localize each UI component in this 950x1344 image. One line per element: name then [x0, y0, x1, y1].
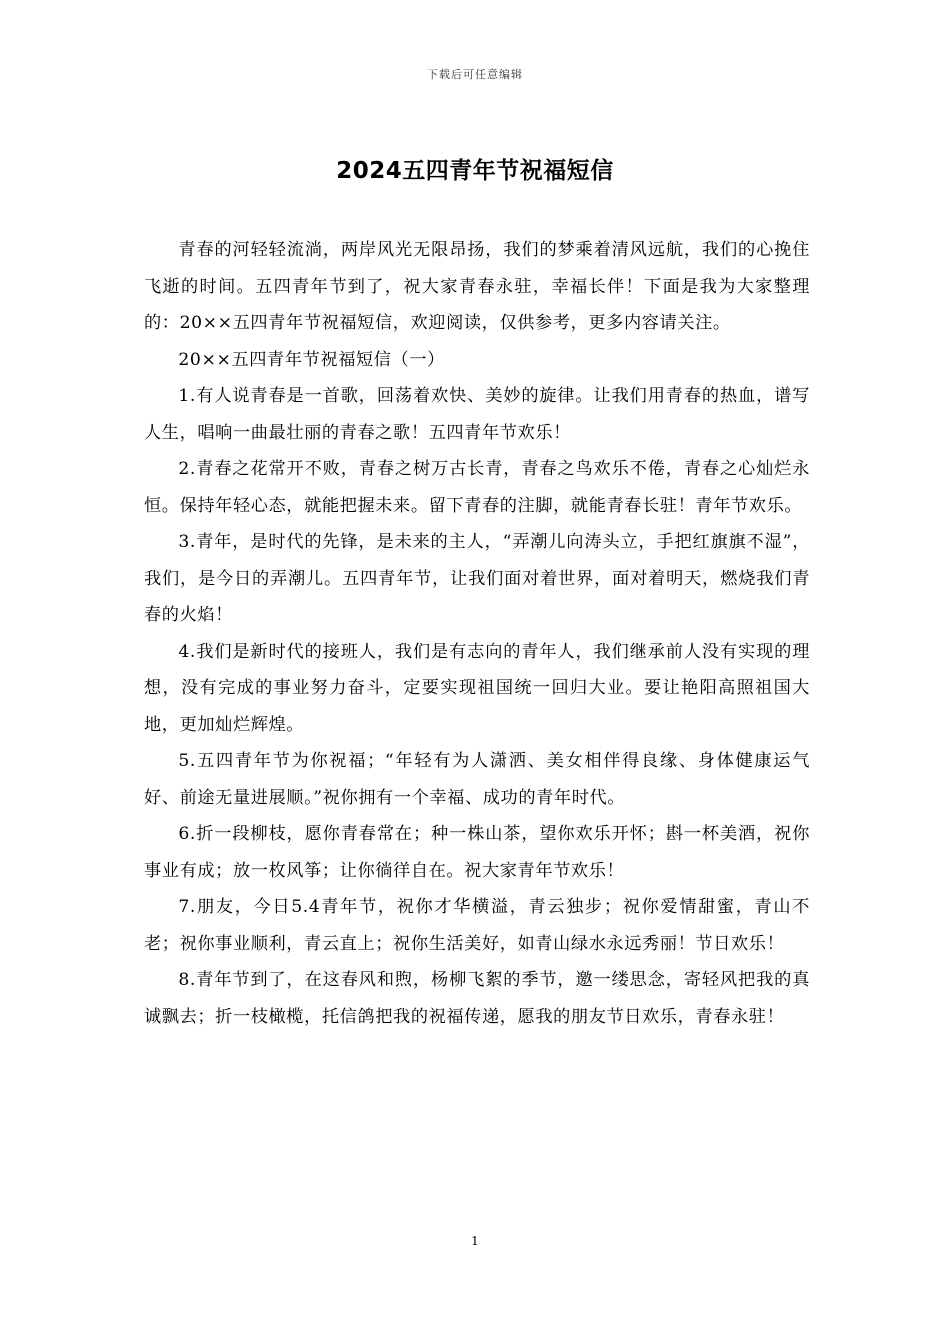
list-item: 4.我们是新时代的接班人，我们是有志向的青年人，我们继承前人没有实现的理想，没有完成的事业努力奋斗，定要实现祖国统一回归大业。要让艳阳高照祖国大地，更加灿烂辉煌。 [144, 641, 810, 735]
document-title: 2024五四青年节祝福短信 [336, 158, 614, 184]
list-item: 7.朋友，今日5.4青年节，祝你才华横溢，青云独步；祝你爱情甜蜜，青山不老；祝你事业顺利，青云直上；祝你生活美好，如青山绿水永远秀丽！节日欢乐！ [144, 897, 810, 954]
header-note: 下载后可任意编辑 [427, 68, 523, 81]
list-item: 1.有人说青春是一首歌，回荡着欢快、美妙的旋律。让我们用青春的热血，谱写人生，唱响一曲最壮丽的青春之歌！五四青年节欢乐！ [144, 386, 810, 443]
list-item: 5.五四青年节为你祝福；“年轻有为人潇洒、美女相伴得良缘、身体健康运气好、前途无量进展顺。”祝你拥有一个幸福、成功的青年时代。 [144, 751, 810, 808]
document-body [144, 232, 810, 1035]
list-item: 8.青年节到了，在这春风和煦，杨柳飞絮的季节，邀一缕思念，寄轻风把我的真诚飘去；折一枝橄榄，托信鸽把我的祝福传递，愿我的朋友节日欢乐，青春永驻！ [144, 970, 810, 1027]
section-heading: 20××五四青年节祝福短信（一） [178, 349, 445, 370]
list-item: 3.青年，是时代的先锋，是未来的主人，“弄潮儿向涛头立，手把红旗旗不湿”，我们，是今日的弄潮儿。五四青年节，让我们面对着世界，面对着明天，燃烧我们青春的火焰！ [144, 532, 810, 625]
intro-paragraph: 青春的河轻轻流淌，两岸风光无限昂扬，我们的梦乘着清风远航，我们的心挽住飞逝的时间。五四青年节到了，祝大家青春永驻，幸福长伴！下面是我为大家整理的：20××五四青年节祝福短信，欢迎阅读，仅供参考，更多内容请关注。 [144, 240, 810, 333]
list-item: 6.折一段柳枝，愿你青春常在；种一株山茶，望你欢乐开怀；斟一杯美酒，祝你事业有成；放一枚风筝；让你徜徉自在。祝大家青年节欢乐！ [144, 824, 810, 881]
page-number: 1 [471, 1234, 479, 1248]
list-item: 2.青春之花常开不败，青春之树万古长青，青春之鸟欢乐不倦，青春之心灿烂永恒。保持年轻心态，就能把握未来。留下青春的注脚，就能青春长驻！青年节欢乐。 [144, 459, 810, 516]
